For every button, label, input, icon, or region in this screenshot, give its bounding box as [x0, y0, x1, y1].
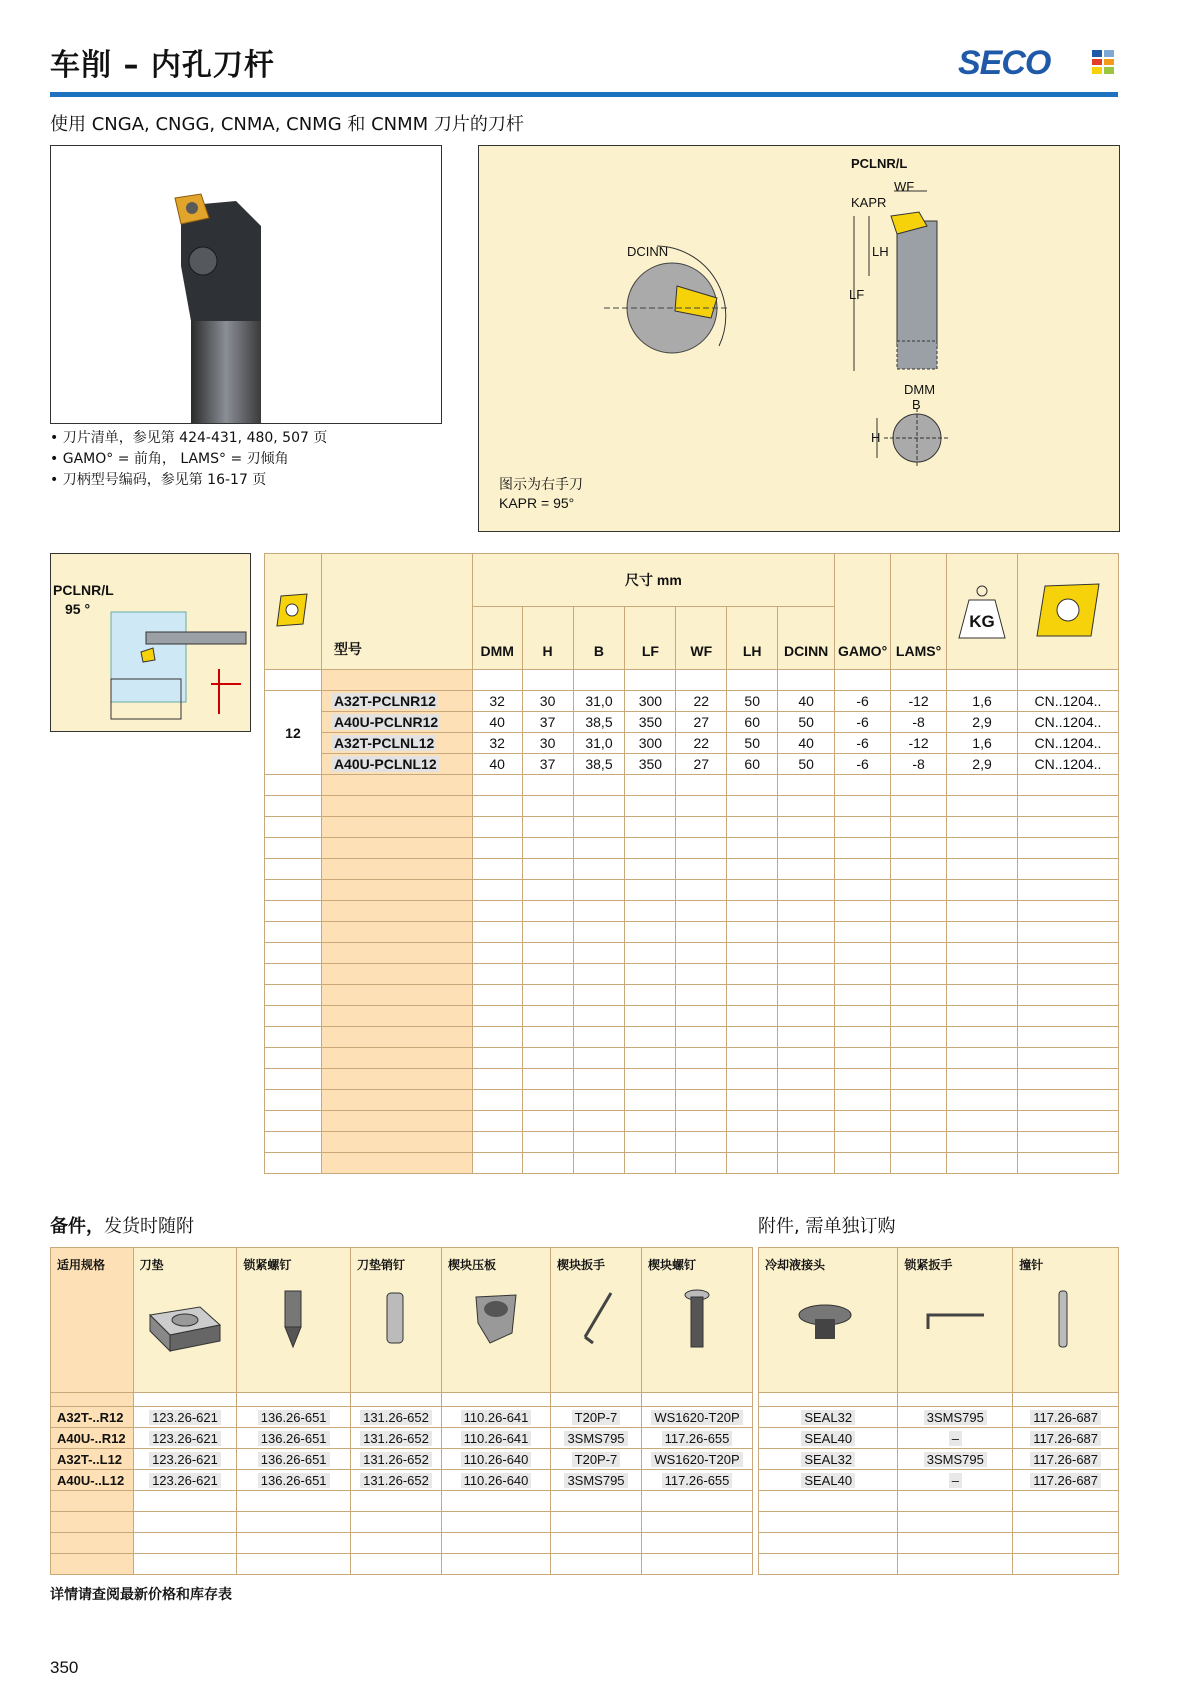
cell: 350 — [625, 754, 676, 775]
cell: 50 — [727, 733, 778, 754]
spares-cell: 136.26-651 — [237, 1449, 351, 1470]
header-rule — [50, 92, 1118, 97]
caption-kapr: KAPR = 95° — [499, 495, 575, 511]
boring-bar-icon — [51, 146, 441, 423]
accessories-cell: 117.26-687 — [1013, 1407, 1119, 1428]
note-item: • GAMO° = 前角， LAMS° = 刃倾角 — [50, 449, 327, 470]
cell: 38,5 — [573, 754, 625, 775]
empty-row — [265, 1132, 1119, 1153]
spares-cell: A32T-..L12 — [51, 1449, 134, 1470]
spares-title: 备件，发货时随附 — [50, 1216, 194, 1237]
cell: 350 — [625, 712, 676, 733]
cell: 1,6 — [947, 733, 1018, 754]
insert-large-icon — [1033, 580, 1103, 640]
empty-row — [265, 817, 1119, 838]
empty-row — [265, 922, 1119, 943]
tool-photo — [50, 145, 442, 424]
size-cell: 12 — [265, 691, 322, 775]
page-number: 350 — [50, 1658, 79, 1677]
spares-row — [51, 1428, 753, 1449]
insert-header — [1017, 554, 1118, 670]
accessories-cell: SEAL32 — [759, 1407, 898, 1428]
spares-cell: 117.26-655 — [641, 1428, 752, 1449]
spares-header: 楔块螺钉 — [641, 1248, 752, 1393]
holder-table — [264, 553, 1119, 1174]
empty-row — [265, 943, 1119, 964]
spares-header: 刀垫 — [133, 1248, 237, 1393]
notes-list — [50, 428, 327, 491]
col-dcinn: DCINN — [778, 607, 835, 670]
accessories-row — [759, 1407, 1119, 1428]
accessories-cell: SEAL40 — [759, 1470, 898, 1491]
spares-header: 锁紧螺钉 — [237, 1248, 351, 1393]
page-title: 车削 – 内孔刀杆 — [50, 48, 275, 83]
weight-header — [947, 554, 1018, 670]
screw-icon — [243, 1285, 343, 1355]
empty-row — [265, 838, 1119, 859]
accessories-cell: – — [898, 1470, 1013, 1491]
accessories-cell: SEAL40 — [759, 1428, 898, 1449]
empty-row — [265, 1069, 1119, 1090]
spares-cell: 3SMS795 — [550, 1428, 641, 1449]
col-wf: WF — [676, 607, 727, 670]
spares-cell: 123.26-621 — [133, 1407, 237, 1428]
spares-header: 适用规格 — [51, 1248, 134, 1393]
spares-cell: A32T-..R12 — [51, 1407, 134, 1428]
spares-cell: 123.26-621 — [133, 1470, 237, 1491]
spares-cell: 123.26-621 — [133, 1449, 237, 1470]
dimension-diagram — [478, 145, 1120, 532]
cell: 2,9 — [947, 754, 1018, 775]
insert-shape-icon — [273, 590, 313, 630]
accessories-row — [759, 1449, 1119, 1470]
spares-cell: 131.26-652 — [350, 1407, 441, 1428]
spares-cell: 110.26-640 — [441, 1470, 550, 1491]
spares-cell: WS1620-T20P — [641, 1449, 752, 1470]
empty-row — [265, 1006, 1119, 1027]
model-cell: A32T-PCLNR12 — [333, 693, 436, 709]
spares-cell: WS1620-T20P — [641, 1407, 752, 1428]
spares-cell: T20P-7 — [550, 1449, 641, 1470]
pin-icon — [357, 1285, 435, 1355]
hex-key-icon — [904, 1285, 1004, 1355]
accessories-header: 撞针 — [1013, 1248, 1119, 1393]
insert-icon-cell — [265, 554, 322, 670]
spares-header: 楔块压板 — [441, 1248, 550, 1393]
cell: 30 — [522, 733, 573, 754]
cell: CN..1204.. — [1017, 754, 1118, 775]
cell: 37 — [522, 712, 573, 733]
accessories-row — [759, 1470, 1119, 1491]
cell: 300 — [625, 691, 676, 712]
cell: -8 — [891, 712, 947, 733]
col-lh: LH — [727, 607, 778, 670]
cell: 60 — [727, 754, 778, 775]
accessories-cell: – — [898, 1428, 1013, 1449]
empty-row — [265, 796, 1119, 817]
clamp-wedge-icon — [448, 1285, 544, 1355]
model-cell: A40U-PCLNR12 — [333, 714, 439, 730]
style-code: PCLNR/L — [53, 582, 114, 598]
model-header: 型号 — [321, 554, 472, 670]
cell: 300 — [625, 733, 676, 754]
accessories-cell: 117.26-687 — [1013, 1449, 1119, 1470]
cell: CN..1204.. — [1017, 691, 1118, 712]
cell: 22 — [676, 733, 727, 754]
col-h: H — [522, 607, 573, 670]
spares-cell: 110.26-641 — [441, 1428, 550, 1449]
label-h: H — [871, 430, 881, 445]
empty-row — [265, 1090, 1119, 1111]
label-b: B — [912, 397, 921, 412]
footnote: 详情请查阅最新价格和库存表 — [50, 1587, 232, 1603]
spares-cell: 131.26-652 — [350, 1428, 441, 1449]
shim-icon — [140, 1285, 230, 1355]
cell: 32 — [472, 691, 522, 712]
cell: 27 — [676, 754, 727, 775]
label-kapr: KAPR — [851, 195, 887, 210]
kg-label: KG — [969, 611, 995, 631]
note-item: • 刀柄型号编码，参见第 16-17 页 — [50, 470, 327, 491]
cell: 30 — [522, 691, 573, 712]
empty-row — [265, 964, 1119, 985]
spares-row — [51, 1407, 753, 1428]
cell: -8 — [891, 754, 947, 775]
empty-row — [265, 1027, 1119, 1048]
diagram-code: PCLNR/L — [851, 156, 908, 171]
boring-schematic-icon — [51, 554, 250, 731]
spares-table — [50, 1247, 753, 1575]
cell: 40 — [472, 712, 522, 733]
col-lf: LF — [625, 607, 676, 670]
gamo-header: GAMO° — [835, 554, 891, 670]
cell: CN..1204.. — [1017, 712, 1118, 733]
spares-cell: 136.26-651 — [237, 1407, 351, 1428]
empty-row — [265, 1048, 1119, 1069]
empty-row — [265, 1111, 1119, 1132]
accessories-row — [759, 1428, 1119, 1449]
table-row — [265, 754, 1119, 775]
cell: CN..1204.. — [1017, 733, 1118, 754]
spares-cell: 136.26-651 — [237, 1428, 351, 1449]
accessories-table — [758, 1247, 1119, 1575]
empty-row — [265, 1153, 1119, 1174]
cell: 32 — [472, 733, 522, 754]
spares-row — [51, 1470, 753, 1491]
table-row — [265, 712, 1119, 733]
logo-blocks-icon — [1092, 50, 1114, 74]
style-angle: 95 ° — [65, 601, 91, 617]
cell: 40 — [778, 733, 835, 754]
key-icon — [557, 1285, 635, 1355]
label-lh: LH — [872, 244, 889, 259]
seco-logo: SECO — [958, 44, 1051, 82]
spares-cell: 131.26-652 — [350, 1449, 441, 1470]
accessories-title: 附件, 需单独订购 — [758, 1216, 896, 1237]
empty-row — [265, 901, 1119, 922]
label-dmm: DMM — [904, 382, 936, 397]
tool-style-box — [50, 553, 251, 732]
label-dcinn: DCINN — [627, 244, 669, 259]
caption-hand: 图示为右手刀 — [499, 477, 583, 493]
cell: 37 — [522, 754, 573, 775]
cell: 31,0 — [573, 691, 625, 712]
accessories-header: 锁紧扳手 — [898, 1248, 1013, 1393]
cell: 50 — [778, 754, 835, 775]
model-cell: A40U-PCLNL12 — [333, 756, 437, 772]
accessories-cell: 117.26-687 — [1013, 1428, 1119, 1449]
cell: -6 — [835, 691, 891, 712]
cell: 38,5 — [573, 712, 625, 733]
spares-cell: T20P-7 — [550, 1407, 641, 1428]
table-row — [265, 691, 1119, 712]
model-cell: A32T-PCLNL12 — [333, 735, 435, 751]
spares-cell: 110.26-640 — [441, 1449, 550, 1470]
cell: 50 — [727, 691, 778, 712]
cell: 22 — [676, 691, 727, 712]
spares-cell: A40U-..L12 — [51, 1470, 134, 1491]
cell: -12 — [891, 691, 947, 712]
spares-header: 楔块扳手 — [550, 1248, 641, 1393]
accessories-cell: 3SMS795 — [898, 1449, 1013, 1470]
spares-cell: 117.26-655 — [641, 1470, 752, 1491]
cell: -6 — [835, 754, 891, 775]
dims-group-header: 尺寸 mm — [472, 554, 834, 607]
cell: -12 — [891, 733, 947, 754]
empty-row — [265, 775, 1119, 796]
spares-cell: A40U-..R12 — [51, 1428, 134, 1449]
cell: 40 — [472, 754, 522, 775]
label-wf: WF — [894, 179, 915, 194]
plunger-icon — [1019, 1285, 1109, 1355]
empty-row — [265, 985, 1119, 1006]
spares-cell: 110.26-641 — [441, 1407, 550, 1428]
lams-header: LAMS° — [891, 554, 947, 670]
spares-cell: 3SMS795 — [550, 1470, 641, 1491]
note-item: • 刀片清单，参见第 424-431, 480, 507 页 — [50, 428, 327, 449]
cell: 2,9 — [947, 712, 1018, 733]
subtitle: 使用 CNGA, CNGG, CNMA, CNMG 和 CNMM 刀片的刀杆 — [50, 114, 524, 135]
wedge-screw-icon — [648, 1285, 746, 1355]
col-b: B — [573, 607, 625, 670]
empty-row — [265, 859, 1119, 880]
spares-cell: 123.26-621 — [133, 1428, 237, 1449]
cell: 1,6 — [947, 691, 1018, 712]
cell: 31,0 — [573, 733, 625, 754]
cell: -6 — [835, 712, 891, 733]
accessories-cell: SEAL32 — [759, 1449, 898, 1470]
label-lf: LF — [849, 287, 865, 302]
spares-cell: 131.26-652 — [350, 1470, 441, 1491]
accessories-cell: 117.26-687 — [1013, 1470, 1119, 1491]
spares-header: 刀垫销钉 — [350, 1248, 441, 1393]
empty-row — [265, 880, 1119, 901]
cell: 40 — [778, 691, 835, 712]
cell: 50 — [778, 712, 835, 733]
coolant-adapter-icon — [765, 1285, 885, 1355]
table-row — [265, 733, 1119, 754]
spares-cell: 136.26-651 — [237, 1470, 351, 1491]
cell: -6 — [835, 733, 891, 754]
weight-icon — [957, 584, 1007, 640]
accessories-header: 冷却液接头 — [759, 1248, 898, 1393]
accessories-cell: 3SMS795 — [898, 1407, 1013, 1428]
cell: 27 — [676, 712, 727, 733]
spares-row — [51, 1449, 753, 1470]
col-dmm: DMM — [472, 607, 522, 670]
cell: 60 — [727, 712, 778, 733]
